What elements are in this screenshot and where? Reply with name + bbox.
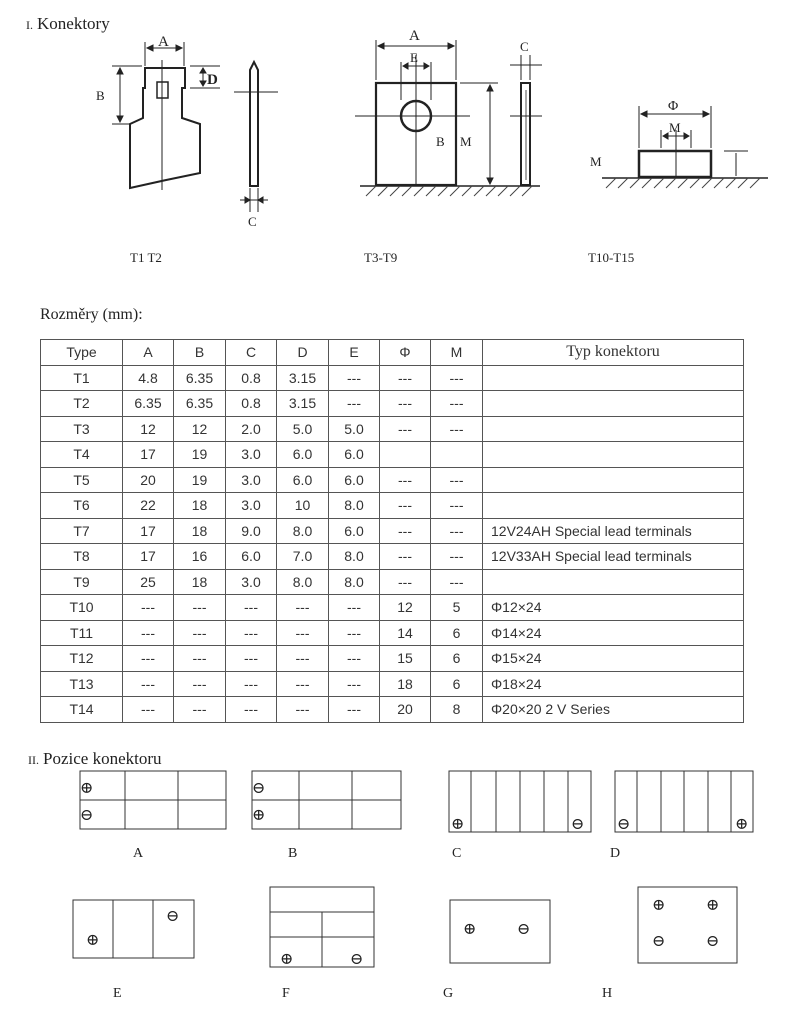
- position-d-label: D: [610, 846, 621, 861]
- table-cell: 6: [431, 671, 483, 697]
- section-1-title: Konektory: [37, 14, 110, 33]
- t1t2-label-c: C: [248, 214, 257, 229]
- table-cell: 17: [123, 544, 174, 570]
- table-cell: Φ18×24: [483, 671, 744, 697]
- position-h-plus-icon-1: ⊕: [652, 897, 666, 914]
- position-e-plus-icon: ⊕: [86, 932, 100, 949]
- section-1-roman: I.: [26, 18, 33, 32]
- table-cell: ---: [380, 391, 431, 417]
- t10t15-label-m-side: M: [590, 154, 602, 169]
- table-cell: [483, 365, 744, 391]
- diagram-t1t2-dimlines: [112, 42, 220, 124]
- dimensions-title: Rozměry (mm):: [40, 306, 143, 323]
- table-cell: 7.0: [277, 544, 329, 570]
- table-cell: 12V33AH Special lead terminals: [483, 544, 744, 570]
- position-f-label: F: [282, 986, 290, 1001]
- t10t15-ground-hatch: [606, 178, 760, 188]
- table-header-d: D: [277, 340, 329, 366]
- table-cell: [431, 442, 483, 468]
- position-g-label: G: [443, 986, 454, 1001]
- table-row: [41, 671, 744, 697]
- table-cell: ---: [329, 620, 380, 646]
- table-cell: 15: [380, 646, 431, 672]
- table-cell: 18: [174, 569, 226, 595]
- table-cell: T7: [41, 518, 123, 544]
- t10t15-label-phi: Φ: [668, 99, 679, 114]
- table-cell: 14: [380, 620, 431, 646]
- table-header-m: M: [431, 340, 483, 366]
- table-cell: 19: [174, 442, 226, 468]
- table-cell: 20: [380, 697, 431, 723]
- table-cell: ---: [226, 671, 277, 697]
- table-body: [41, 365, 744, 722]
- diagram-t3t9-side: [510, 55, 542, 185]
- table-cell: ---: [277, 620, 329, 646]
- table-cell: T8: [41, 544, 123, 570]
- table-cell: 12: [123, 416, 174, 442]
- table-cell: ---: [380, 493, 431, 519]
- table-row: [41, 518, 744, 544]
- position-b-minus-icon: ⊖: [252, 780, 266, 797]
- table-row: [41, 569, 744, 595]
- table-cell: 12: [174, 416, 226, 442]
- table-header-phi: Φ: [380, 340, 431, 366]
- table-cell: ---: [431, 569, 483, 595]
- table-cell: ---: [380, 416, 431, 442]
- table-cell: 8.0: [277, 518, 329, 544]
- table-cell: [483, 416, 744, 442]
- table-cell: 3.15: [277, 365, 329, 391]
- table-row: [41, 544, 744, 570]
- table-cell: Φ15×24: [483, 646, 744, 672]
- table-row: [41, 391, 744, 417]
- table-cell: T1: [41, 365, 123, 391]
- table-cell: 3.0: [226, 467, 277, 493]
- table-header-b: B: [174, 340, 226, 366]
- position-c-plus-icon: ⊕: [451, 816, 465, 833]
- t3t9-label-c: C: [520, 39, 529, 54]
- table-cell: ---: [431, 365, 483, 391]
- table-cell: 6: [431, 620, 483, 646]
- table-cell: ---: [380, 569, 431, 595]
- table-cell: ---: [329, 391, 380, 417]
- position-h-minus-icon-2: ⊖: [706, 933, 720, 950]
- table-cell: 6.35: [174, 365, 226, 391]
- t3t9-ground-hatch: [366, 186, 532, 196]
- table-cell: ---: [329, 697, 380, 723]
- table-cell: Φ12×24: [483, 595, 744, 621]
- table-cell: T6: [41, 493, 123, 519]
- table-cell: ---: [329, 365, 380, 391]
- table-cell: 3.0: [226, 569, 277, 595]
- table-cell: ---: [174, 671, 226, 697]
- diagram-t1t2-front: [130, 60, 200, 190]
- position-f-minus-icon: ⊖: [350, 951, 364, 968]
- table-cell: ---: [431, 391, 483, 417]
- table-cell: T14: [41, 697, 123, 723]
- t10t15-caption: T10-T15: [588, 250, 635, 265]
- table-row: [41, 467, 744, 493]
- table-cell: ---: [174, 595, 226, 621]
- position-h-label: H: [602, 986, 613, 1001]
- table-cell: T3: [41, 416, 123, 442]
- position-e-label: E: [113, 986, 122, 1001]
- table-cell: ---: [329, 671, 380, 697]
- table-cell: T9: [41, 569, 123, 595]
- table-cell: 18: [380, 671, 431, 697]
- table-cell: [483, 569, 744, 595]
- table-cell: ---: [123, 671, 174, 697]
- diagram-t10t15: [602, 106, 768, 178]
- table-cell: 20: [123, 467, 174, 493]
- table-cell: 6.0: [329, 442, 380, 468]
- diagram-t3t9-front: [355, 40, 540, 186]
- table-cell: [483, 467, 744, 493]
- position-a-plus-icon: ⊕: [80, 780, 94, 797]
- table-row: [41, 697, 744, 723]
- position-b-label: B: [288, 846, 298, 861]
- section-2-title: Pozice konektoru: [43, 749, 162, 768]
- table-cell: 3.0: [226, 493, 277, 519]
- t3t9-label-m: M: [460, 134, 472, 149]
- table-cell: [483, 493, 744, 519]
- table-cell: 6.35: [174, 391, 226, 417]
- table-cell: 10: [277, 493, 329, 519]
- table-cell: 8.0: [329, 569, 380, 595]
- table-cell: 19: [174, 467, 226, 493]
- table-cell: ---: [123, 620, 174, 646]
- t3t9-label-b: B: [436, 134, 445, 149]
- table-cell: T4: [41, 442, 123, 468]
- table-cell: T13: [41, 671, 123, 697]
- table-cell: 6.35: [123, 391, 174, 417]
- table-cell: ---: [380, 467, 431, 493]
- position-b-plus-icon: ⊕: [252, 807, 266, 824]
- position-a-label: A: [133, 846, 144, 861]
- position-c-minus-icon: ⊖: [571, 816, 585, 833]
- table-header-row: [41, 340, 744, 366]
- table-cell: ---: [174, 646, 226, 672]
- table-cell: 6: [431, 646, 483, 672]
- table-cell: 8.0: [329, 493, 380, 519]
- position-f-plus-icon: ⊕: [280, 951, 294, 968]
- table-cell: 6.0: [277, 442, 329, 468]
- position-h-plus-icon-2: ⊕: [706, 897, 720, 914]
- table-header-typ-konektoru: Typ konektoru: [483, 340, 744, 366]
- table-cell: 8: [431, 697, 483, 723]
- table-cell: ---: [380, 518, 431, 544]
- table-cell: T10: [41, 595, 123, 621]
- position-g-minus-icon: ⊖: [517, 921, 531, 938]
- table-cell: 8.0: [329, 544, 380, 570]
- dimensions-table: [40, 339, 744, 723]
- position-d-plus-icon: ⊕: [735, 816, 749, 833]
- table-cell: ---: [123, 595, 174, 621]
- table-cell: ---: [431, 416, 483, 442]
- table-header-type: Type: [41, 340, 123, 366]
- connector-diagrams: [0, 0, 800, 280]
- position-d: [615, 771, 753, 832]
- table-cell: ---: [329, 646, 380, 672]
- table-cell: 25: [123, 569, 174, 595]
- table-header-e: E: [329, 340, 380, 366]
- table-cell: ---: [380, 365, 431, 391]
- table-cell: 6.0: [277, 467, 329, 493]
- t10t15-label-m-inner: M: [669, 120, 681, 135]
- table-cell: Φ20×20 2 V Series: [483, 697, 744, 723]
- table-cell: 12V24AH Special lead terminals: [483, 518, 744, 544]
- table-cell: ---: [123, 646, 174, 672]
- table-cell: ---: [123, 697, 174, 723]
- table-cell: 5.0: [329, 416, 380, 442]
- table-cell: ---: [431, 467, 483, 493]
- connector-positions: [0, 760, 800, 1022]
- table-cell: ---: [277, 646, 329, 672]
- table-row: [41, 442, 744, 468]
- t1t2-label-b: B: [96, 88, 105, 103]
- table-cell: 18: [174, 493, 226, 519]
- table-cell: ---: [431, 544, 483, 570]
- table-cell: 6.0: [226, 544, 277, 570]
- table-cell: 4.8: [123, 365, 174, 391]
- t1t2-label-a: A: [158, 34, 169, 50]
- position-b: [252, 771, 401, 829]
- position-a: [80, 771, 226, 829]
- table-row: [41, 646, 744, 672]
- position-a-minus-icon: ⊖: [80, 807, 94, 824]
- table-cell: T12: [41, 646, 123, 672]
- table-cell: [380, 442, 431, 468]
- table-cell: T5: [41, 467, 123, 493]
- table-cell: 17: [123, 442, 174, 468]
- table-row: [41, 595, 744, 621]
- table-cell: 6.0: [329, 518, 380, 544]
- t3t9-label-a: A: [409, 28, 420, 44]
- table-cell: ---: [431, 518, 483, 544]
- table-cell: 6.0: [329, 467, 380, 493]
- table-cell: ---: [226, 697, 277, 723]
- table-header-c: C: [226, 340, 277, 366]
- t1t2-caption: T1 T2: [130, 250, 162, 265]
- diagram-t1t2-side: [234, 62, 278, 212]
- table-cell: ---: [329, 595, 380, 621]
- table-cell: [483, 391, 744, 417]
- table-cell: 0.8: [226, 391, 277, 417]
- table-row: [41, 493, 744, 519]
- table-cell: ---: [226, 595, 277, 621]
- position-c: [449, 771, 591, 832]
- table-cell: 2.0: [226, 416, 277, 442]
- position-c-label: C: [452, 846, 462, 861]
- table-cell: 9.0: [226, 518, 277, 544]
- table-cell: 22: [123, 493, 174, 519]
- table-cell: ---: [431, 493, 483, 519]
- table-cell: T11: [41, 620, 123, 646]
- table-cell: T2: [41, 391, 123, 417]
- table-row: [41, 416, 744, 442]
- table-cell: ---: [277, 595, 329, 621]
- table-header-a: A: [123, 340, 174, 366]
- table-cell: ---: [277, 697, 329, 723]
- table-cell: 5: [431, 595, 483, 621]
- table-cell: 17: [123, 518, 174, 544]
- table-cell: Φ14×24: [483, 620, 744, 646]
- table-cell: 0.8: [226, 365, 277, 391]
- table-cell: 5.0: [277, 416, 329, 442]
- t3t9-caption: T3-T9: [364, 250, 398, 265]
- position-g-plus-icon: ⊕: [463, 921, 477, 938]
- table-cell: ---: [174, 620, 226, 646]
- table-row: [41, 620, 744, 646]
- t1t2-label-d: D: [207, 72, 218, 88]
- position-d-minus-icon: ⊖: [617, 816, 631, 833]
- table-cell: 16: [174, 544, 226, 570]
- section-2-roman: II.: [28, 753, 39, 767]
- table-cell: ---: [174, 697, 226, 723]
- table-cell: [483, 442, 744, 468]
- table-cell: ---: [226, 620, 277, 646]
- table-cell: ---: [226, 646, 277, 672]
- position-h-minus-icon-1: ⊖: [652, 933, 666, 950]
- table-cell: 3.0: [226, 442, 277, 468]
- table-row: [41, 365, 744, 391]
- position-e-minus-icon: ⊖: [166, 908, 180, 925]
- table-cell: 8.0: [277, 569, 329, 595]
- table-cell: ---: [277, 671, 329, 697]
- table-cell: ---: [380, 544, 431, 570]
- t3t9-label-e: E: [410, 50, 418, 65]
- table-cell: 3.15: [277, 391, 329, 417]
- table-cell: 18: [174, 518, 226, 544]
- table-cell: 12: [380, 595, 431, 621]
